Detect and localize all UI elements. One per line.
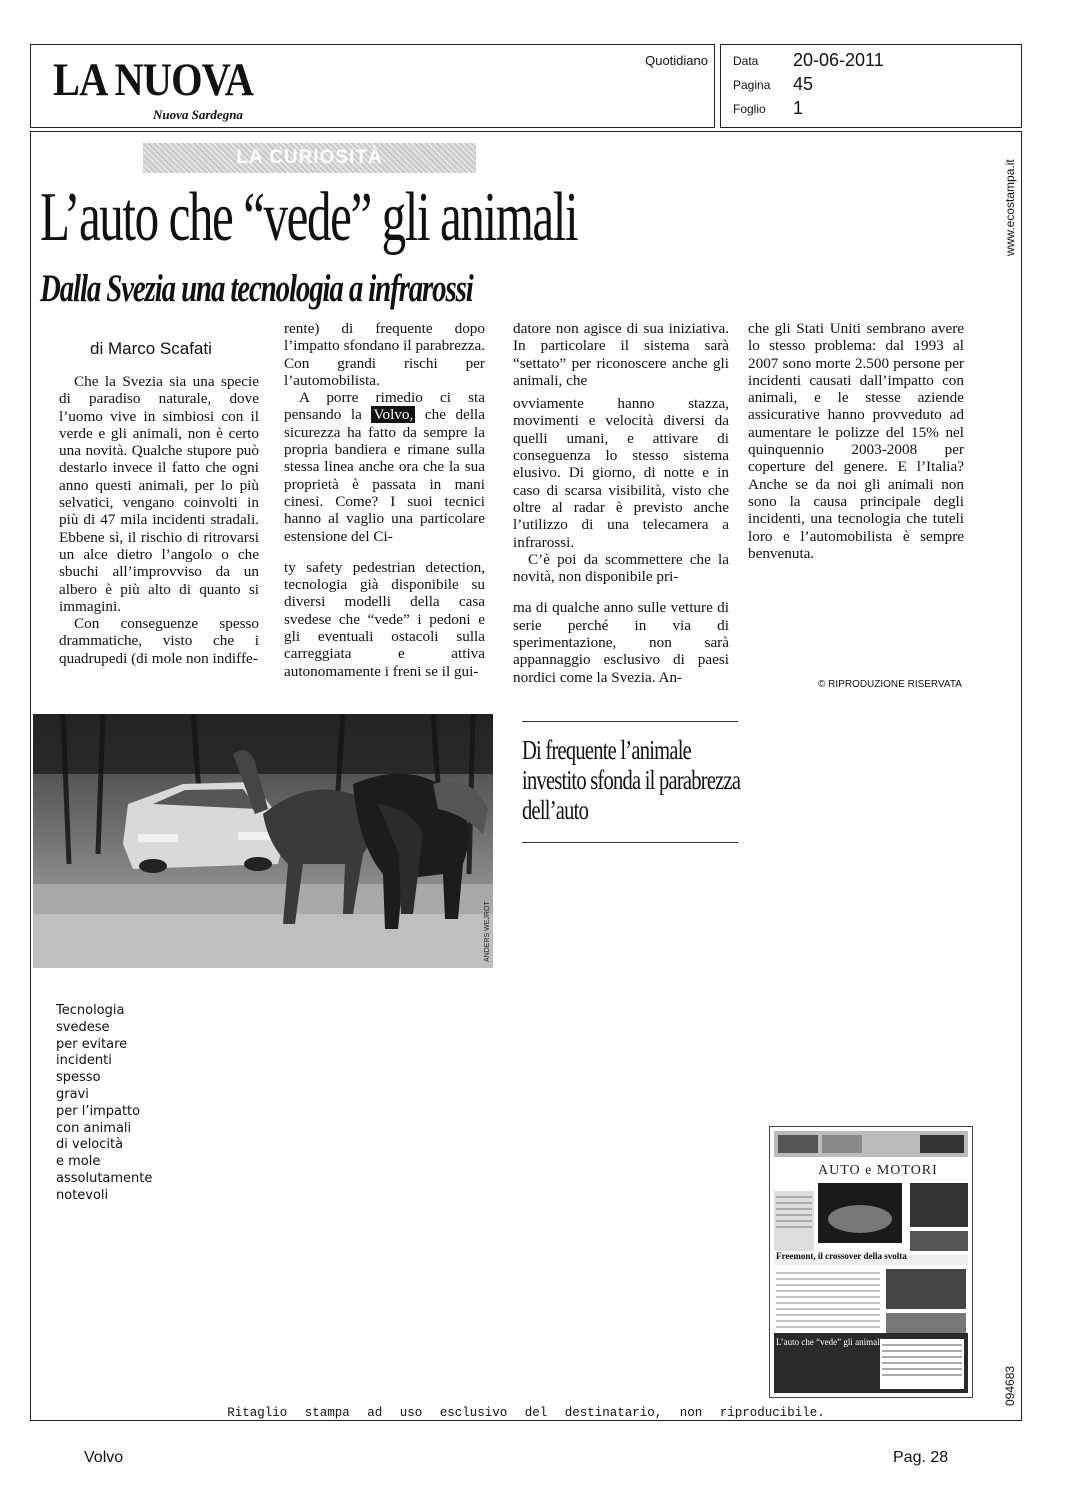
article-byline: di Marco Scafati — [90, 339, 212, 358]
caption-line: gravi — [56, 1086, 89, 1102]
paragraph-text: che della sicurezza ha fatto da sempre la propria bandiera e rimane sulla stessa linea anche ora che la sua proprietà è passata in mani cinesi. Come? I suoi tecnici hanno al vaglio una particolare estensione del Ci- — [284, 406, 486, 545]
photo-credit: ANDERS WEJROT — [484, 901, 491, 962]
text-column-2 — [284, 320, 485, 680]
archive-code-vertical: 094683 — [1003, 1365, 1017, 1406]
article-photo — [33, 714, 493, 968]
paragraph: che gli Stati Uniti sembrano avere lo stesso problema: dal 1993 al 2007 sono morte 2.500 persone per incidenti causati dall’impatto con animali, e le stesse aziende assicurative hanno provveduto ad aumentare le polizze del 15% nel quinquennio 2003-2008 per coperture del genere. E l’Italia? Anche se da noi gli animali non sono la causa principale degli incidenti, una tecnologia che tuteli loro e l’automobilista è sempre benvenuta. — [748, 320, 964, 562]
caption-line: Tecnologia — [56, 1003, 125, 1018]
caption-line: assolutamente — [56, 1170, 153, 1186]
pullquote-rule-top — [522, 721, 738, 722]
paragraph: C’è poi da scommettere che la novità, non disponibile pri- — [513, 550, 729, 586]
paragraph: ty safety pedestrian detection, tecnologia già disponibile su diversi modelli della casa svedese che “vede” i pedoni e gli eventuali ostacoli sulla carreggiata e attiva autonomamente i freni se il gui- — [284, 558, 485, 680]
text-column-4 — [748, 320, 964, 562]
section-kicker-text: LA CURIOSITÀ — [236, 147, 383, 168]
caption-line: spesso — [56, 1070, 101, 1086]
article-subtitle: Dalla Svezia una tecnologia a infrarossi — [40, 267, 473, 310]
newspaper-logo-subtitle: Nuova Sardegna — [153, 107, 243, 122]
thumbnail-section-title: AUTO e MOTORI — [818, 1163, 938, 1178]
footer-keyword: Volvo — [84, 1449, 124, 1466]
website-vertical: www.ecostampa.it — [1003, 159, 1017, 256]
caption-line: con animali — [56, 1120, 132, 1136]
data-value: 20-06-2011 — [793, 50, 884, 70]
newspaper-logo: LA NUOVA — [53, 54, 254, 106]
caption-line: incidenti — [56, 1053, 112, 1069]
highlighted-keyword: Volvo, — [373, 406, 414, 424]
paragraph: ovviamente hanno stazza, movimenti e velocità diversi da quelli umani, e attivare di conseguenza lo stesso sistema elusivo. Di giorno, di notte e in caso di scarsa visibilità, visto che oltre al radar è previsto anche l’utilizzo di una telecamera a infrarossi. — [513, 395, 729, 551]
footer-page-number: Pag. 28 — [893, 1449, 949, 1466]
caption-line: per evitare — [56, 1036, 128, 1052]
pagina-value: 45 — [793, 74, 814, 94]
date-info-box — [720, 44, 1022, 128]
photo-caption — [56, 1003, 152, 1205]
paragraph: ma di qualche anno sulle vetture di serie perché in via di sperimentazione, non sarà appannaggio esclusivo di paesi nordici come la Svezia. An- — [513, 599, 729, 686]
publication-type: Quotidiano — [645, 53, 708, 68]
pagina-label: Pagina — [733, 78, 771, 92]
thumbnail-article-title: L’auto che “vede” gli animali — [776, 1337, 883, 1347]
caption-line: di velocità — [56, 1137, 124, 1153]
deer-and-car-illustration — [33, 714, 493, 968]
section-kicker — [143, 143, 476, 173]
paragraph: datore non agisce di sua iniziativa. In particolare il sistema sarà “settato” per riconoscere anche gli animali, che — [513, 320, 729, 389]
caption-line: per l’impatto — [56, 1103, 141, 1119]
paragraph: Con conseguenze spesso drammatiche, visto che i quadrupedi (di mole non indiffe- — [59, 615, 259, 667]
data-label: Data — [733, 54, 759, 68]
paragraph: Che la Svezia sia una specie di paradiso naturale, dove l’uomo vive in simbiosi con il verde e gli animali, non è certo una novità. Qualche stupore può destarlo invece il fatto che ogni anno questi animali, per lo più selvatici, vengano coinvolti in più di 47 mila incidenti stradali. Ebbene sì, il rischio di ritrovarsi un alce dietro l’angolo o che sbuchi all’improvviso da un albero è più alto di quanto si immagini. — [59, 373, 259, 615]
thumbnail-headline: Freemont, il crossover della svolta — [776, 1251, 907, 1261]
article-title: L’auto che “vede” gli animali — [40, 179, 578, 256]
text-column-3 — [513, 320, 729, 686]
foglio-label: Foglio — [733, 102, 766, 116]
masthead-box — [30, 44, 715, 128]
footer-notice: Ritaglio stampa ad uso esclusivo del destinatario, non riproducibile. — [227, 1406, 825, 1420]
text-column-1 — [59, 373, 259, 667]
caption-line: svedese — [56, 1019, 110, 1035]
copyright-notice: © RIPRODUZIONE RISERVATA — [818, 679, 962, 690]
pullquote-rule-bottom — [522, 842, 738, 843]
paragraph-text: A porre rimedio ci sta pensando la — [284, 389, 485, 424]
paragraph — [284, 389, 485, 545]
caption-line: e mole — [56, 1154, 101, 1170]
page-thumbnail — [769, 1126, 973, 1398]
foglio-value: 1 — [793, 98, 804, 118]
paragraph: rente) di frequente dopo l’impatto sfondano il parabrezza. Con grandi rischi per l’automobilista. — [284, 320, 485, 389]
caption-line: notevoli — [56, 1187, 109, 1203]
pullquote: Di frequente l’animale investito sfonda il parabrezza dell’auto — [522, 735, 741, 825]
